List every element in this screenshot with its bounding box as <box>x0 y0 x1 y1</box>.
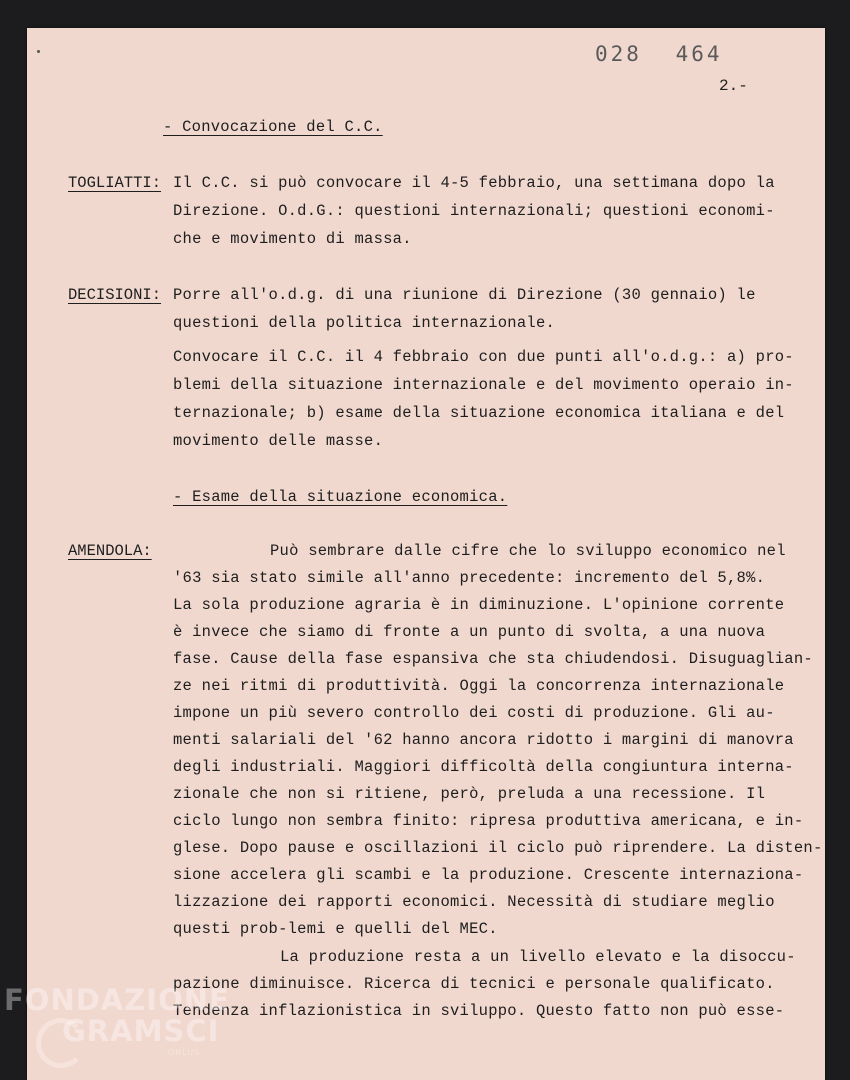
text-line: Convocare il C.C. il 4 febbraio con due punti all'o.d.g.: a) pro- <box>173 348 794 366</box>
text-line: questioni della politica internazionale. <box>173 314 556 332</box>
text-line: ternazionale; b) esame della situazione economica italiana e del <box>173 404 785 422</box>
text-line: glese. Dopo pause e oscillazioni il ciclo può riprendere. La disten- <box>173 839 823 857</box>
watermark-logo-icon <box>36 1018 86 1068</box>
speaker-togliatti: TOGLIATTI: <box>68 174 162 192</box>
watermark-text: GRAMSCI <box>62 1014 220 1048</box>
text-line: Il C.C. si può convocare il 4-5 febbraio, una settimana dopo la <box>173 174 775 192</box>
text-line: ciclo lungo non sembra finito: ripresa produttiva americana, e in- <box>173 812 804 830</box>
text-line: che e movimento di massa. <box>173 230 412 248</box>
text-line: pazione diminuisce. Ricerca di tecnici e personale qualificato. <box>173 975 775 993</box>
section-heading-convocazione: - Convocazione del C.C. <box>163 118 383 136</box>
text-line: blemi della situazione internazionale e del movimento operaio in- <box>173 376 794 394</box>
text-line: menti salariali del '62 hanno ancora ridotto i margini di manovra <box>173 731 794 749</box>
text-line: ze nei ritmi di produttività. Oggi la concorrenza internazionale <box>173 677 785 695</box>
text-line: Tendenza inflazionistica in sviluppo. Questo fatto non può esse- <box>173 1002 785 1020</box>
speaker-decisioni: DECISIONI: <box>68 286 162 304</box>
text-line: impone un più severo controllo dei costi di produzione. Gli au- <box>173 704 775 722</box>
section-heading-esame: - Esame della situazione economica. <box>173 488 508 506</box>
text-line: movimento delle masse. <box>173 432 384 450</box>
watermark-text: FONDAZIONE <box>4 983 230 1017</box>
text-line: Può sembrare dalle cifre che lo sviluppo economico nel <box>270 542 786 560</box>
text-line: Porre all'o.d.g. di una riunione di Direzione (30 gennaio) le <box>173 286 756 304</box>
speaker-amendola: AMENDOLA: <box>68 542 152 560</box>
text-line: sione accelera gli scambi e la produzione. Crescente internaziona- <box>173 866 804 884</box>
text-line: '63 sia stato simile all'anno precedente: incremento del 5,8%. <box>173 569 766 587</box>
watermark-small-text: ONLUS <box>168 1048 201 1057</box>
archive-number: 028 464 <box>595 42 723 66</box>
text-line: La sola produzione agraria è in diminuzione. L'opinione corrente <box>173 596 785 614</box>
page-number: 2.- <box>719 77 748 95</box>
text-line: fase. Cause della fase espansiva che sta chiudendosi. Disuguaglian- <box>173 650 813 668</box>
text-line: Direzione. O.d.G.: questioni internazionali; questioni economi- <box>173 202 775 220</box>
text-line: degli industriali. Maggiori difficoltà della congiuntura interna- <box>173 758 794 776</box>
ink-dot <box>37 50 40 53</box>
text-line: è invece che siamo di fronte a un punto di svolta, a una nuova <box>173 623 766 641</box>
text-line: lizzazione dei rapporti economici. Necessità di studiare meglio <box>173 893 775 911</box>
text-line: zionale che non si ritiene, però, preluda a una recessione. Il <box>173 785 766 803</box>
document-page <box>27 28 825 1080</box>
text-line: La produzione resta a un livello elevato e la disoccu- <box>280 948 796 966</box>
text-line: questi prob-lemi e quelli del MEC. <box>173 920 498 938</box>
